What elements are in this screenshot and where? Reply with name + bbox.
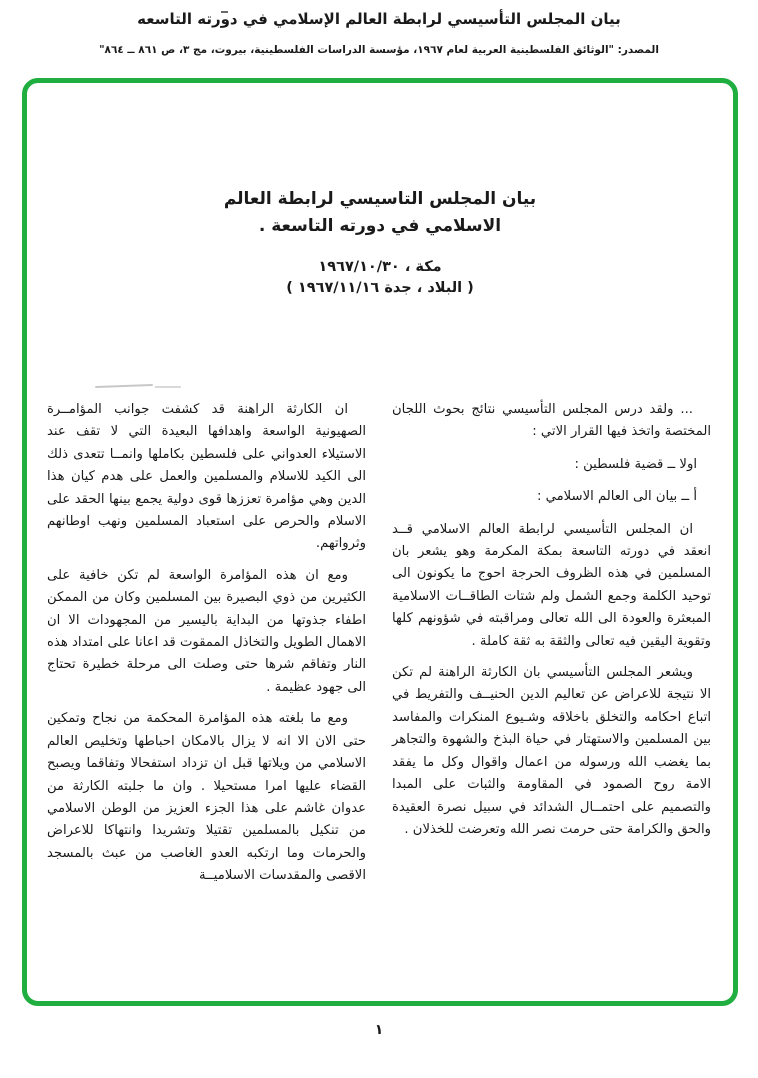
body-columns — [47, 399, 711, 897]
header-source-citation: المصدر: "الوثائق الفلسطينية العربية لعام ١٩٦٧، مؤسسة الدراسات الفلسطينية، بيروت، مج ٣، ص ٨٦١ ــ ٨٦٤" — [99, 44, 659, 56]
statement-title-line-2: الاسلامي في دورته التاسعة . — [258, 216, 502, 236]
body-paragraph: ان المجلس التأسيسي لرابطة العالم الاسلامي قــد انعقد في دورته التاسعة بمكة المكرمة وهو يشعر بان المسلمين في هذه الظروف الحرجة احوج ما يكونون الى توحيد الكلمة وجمع الشمل ولم شتات الطاقــات الاسلامية المبعثرة والعودة الى الله تعالى ومراقبته في شؤونهم كلها وتقوية اليقين فيه تعالى والثقة به ثقة كاملة . — [392, 521, 711, 649]
statement-publication: ( البلاد ، جدة ١٩٦٧/١١/١٦ ) — [286, 280, 474, 296]
statement-title-line-1: بيان المجلس التاسيسي لرابطة العالم — [223, 189, 537, 209]
statement-date-place: مكة ، ١٩٦٧/١٠/٣٠ — [318, 259, 442, 275]
intro-paragraph: ... ولقد درس المجلس التأسيسي نتائج بحوث اللجان المختصة واتخذ فيها القرار الاتي : — [392, 402, 711, 440]
header-title: بيان المجلس التأسيسي لرابطة العالم الإسلامي في دورته التاسعه — [137, 10, 621, 28]
body-paragraph: ومع ان هذه المؤامرة الواسعة لم تكن خافية على الكثيرين من ذوي البصيرة بين المسلمين وكان من الممكن اطفاء جذوتها من البداية باليسير من المجهودات الا ان الاهمال الطويل والتخاذل الممقوت قد اعانا على امتداد هذه النار وتفاقم شرها حتى وصلت الى مرحلة خطيرة تحتاج الى جهود عظيمة . — [47, 567, 366, 695]
section-heading-statement: أ ــ بيان الى العالم الاسلامي : — [536, 489, 697, 505]
statement-title — [27, 186, 733, 240]
body-paragraph: ومع ما بلغته هذه المؤامرة المحكمة من نجاح وتمكين حتى الان الا انه لا يزال بالامكان احباطها وتخليص العالم الاسلامي من ويلاتها قبل ان تزداد استفحالا وتفاقما ويصبح القضاء عليها امرا مستحيلا . وان ما جلبته الكارثة من عدوان غاشم على هذا الجزء العزيز من الوطن الاسلامي من تنكيل بالمسلمين تقتيلا وتشريدا وانتهاكا للاعراض والحرمات وما ارتكبه العدو الغاصب من عبث بالمسجد الاقصى والمقدسات الاسلاميــة — [47, 711, 366, 884]
document-frame — [22, 78, 738, 1006]
body-paragraph: ان الكارثة الراهنة قد كشفت جوانب المؤامــرة الصهيونية الواسعة واهدافها البعيدة التي لا تقف عند الاستيلاء العدواني على فلسطين بكاملها وانمــا تتعدى ذلك الى الكيد للاسلام والمسلمين والعمل على هدم كيان هذا الدين وهي مؤامرة تعززها قوى دولية يجمع بينها الحقد على الاسلام والحرص على استعباد المسلمين ونهب اوطانهم وثرواتهم. — [47, 402, 366, 552]
column-left — [47, 399, 366, 897]
pencil-mark — [155, 386, 181, 388]
statement-dateline — [27, 257, 733, 299]
column-right — [392, 399, 711, 897]
section-heading-palestine: اولا ــ قضية فلسطين : — [574, 456, 697, 472]
body-paragraph: ويشعر المجلس التأسيسي بان الكارثة الراهنة لم تكن الا نتيجة للاعراض عن تعاليم الدين الحنيــف والتفريط في اتباع احكامه والتخلق باخلاقه وشـيوع المنكرات والمفاسد بين المسلمين والاستهتار في حياة البذخ والشهوة والتجاهر بما يغضب الله ورسوله من اعمال واقوال وكل ما يفقد الامة روح الصمود في المقاومة والثبات على المبدا والتصميم على احتمــال الشدائد في سبيل نصرة العقيدة والحق والكرامة حتى حرمت نصر الله وتعرضت للخذلان . — [392, 665, 711, 837]
page-number: ١ — [374, 1022, 384, 1038]
